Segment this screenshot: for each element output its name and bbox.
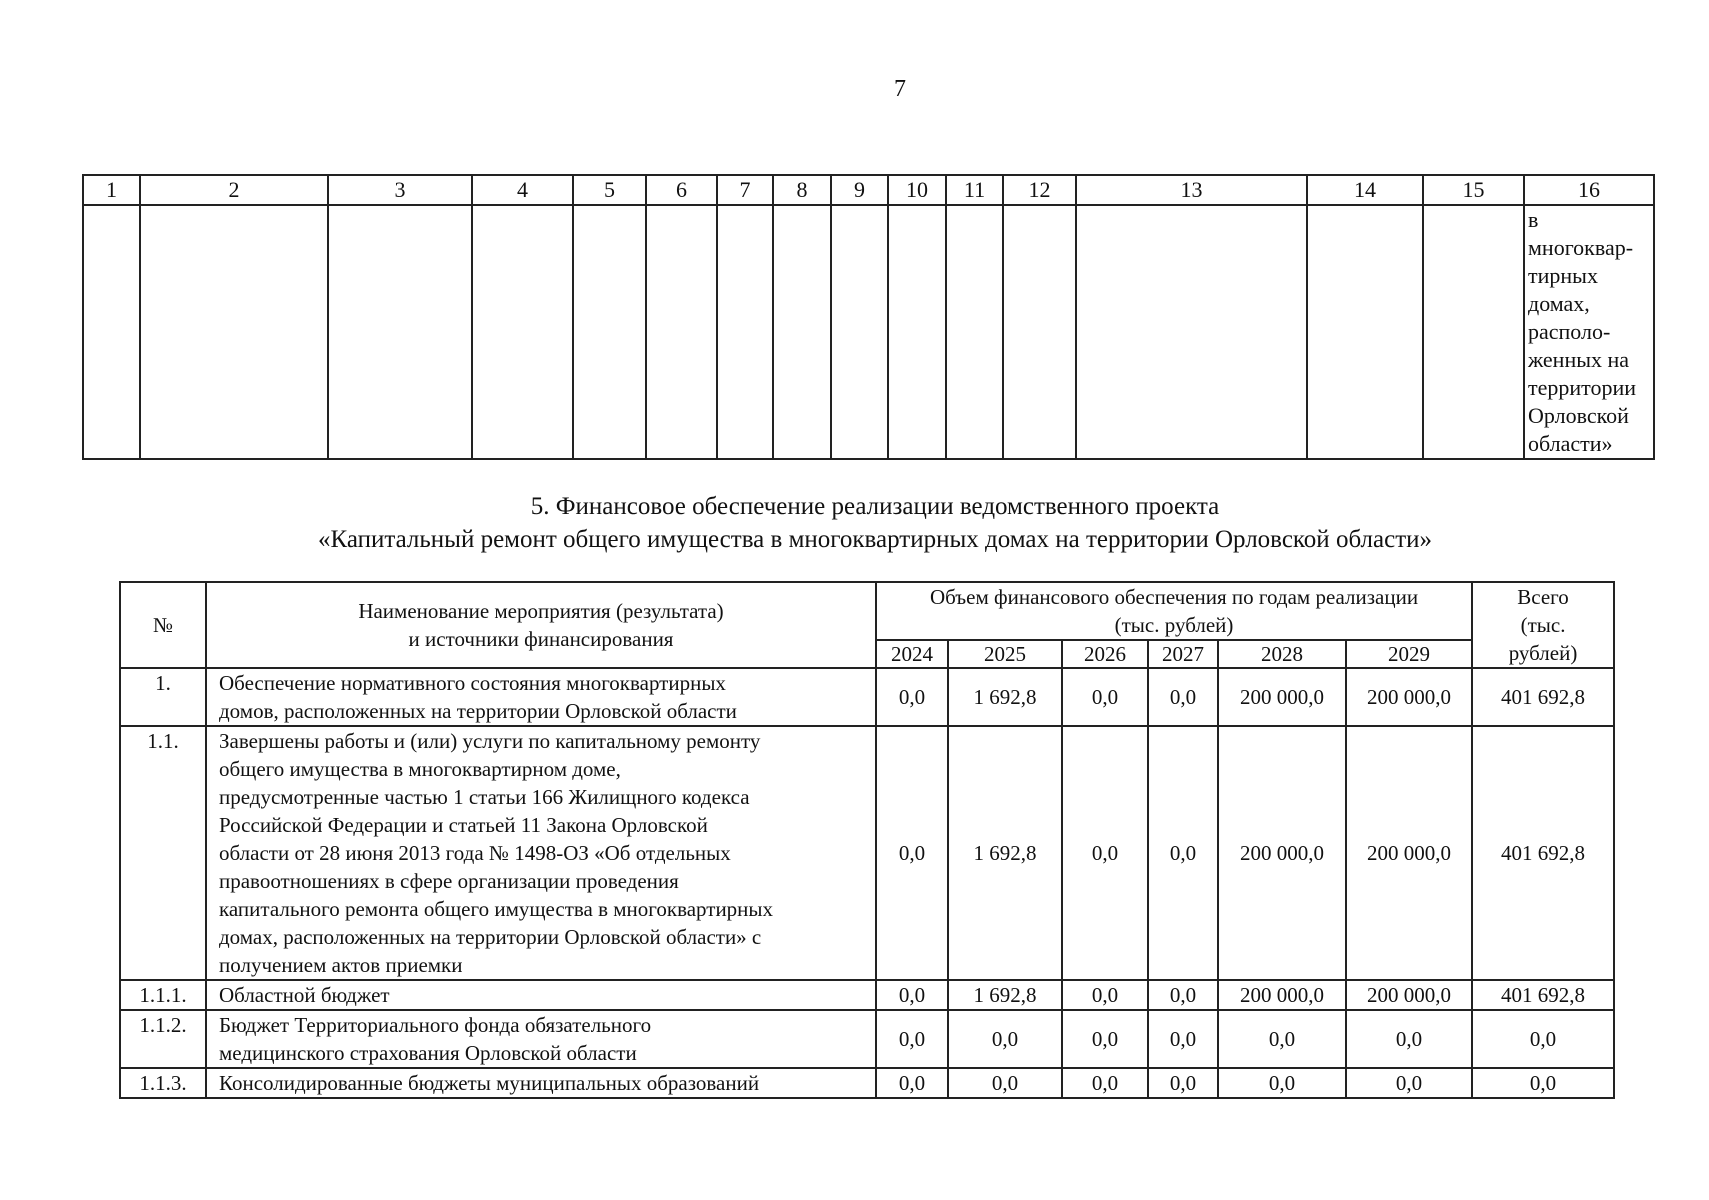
- value-cell: 0,0: [876, 1010, 948, 1068]
- empty-cell: [773, 205, 831, 459]
- header-name-line: и источники финансирования: [408, 627, 674, 651]
- empty-cell: [888, 205, 946, 459]
- header-name: [206, 582, 876, 668]
- row-name-line: медицинского страхования Орловской области: [219, 1041, 637, 1065]
- row-number: 1.1.1.: [120, 980, 206, 1010]
- value-cell: 200 000,0: [1218, 668, 1346, 726]
- total-cell: 0,0: [1472, 1068, 1614, 1098]
- value-cell: 0,0: [1062, 668, 1148, 726]
- text-line: располо-: [1528, 319, 1611, 344]
- row-name-line: Областной бюджет: [219, 983, 390, 1007]
- value-cell: 0,0: [1148, 1068, 1218, 1098]
- value-cell: 200 000,0: [1346, 980, 1472, 1010]
- row-name-line: правоотношениях в сфере организации проведения: [219, 869, 679, 893]
- total-cell: 401 692,8: [1472, 668, 1614, 726]
- text-line: территории: [1528, 375, 1637, 400]
- empty-cell: [1003, 205, 1076, 459]
- column-number: 5: [573, 175, 646, 205]
- value-cell: 0,0: [876, 1068, 948, 1098]
- header-number: №: [120, 582, 206, 668]
- value-cell: 0,0: [1062, 980, 1148, 1010]
- page-number: 7: [894, 76, 906, 102]
- value-cell: 0,0: [1062, 726, 1148, 980]
- value-cell: 0,0: [1346, 1068, 1472, 1098]
- row-name: [206, 668, 876, 726]
- year-header: 2028: [1218, 640, 1346, 668]
- year-header: 2025: [948, 640, 1062, 668]
- header-total-line: Всего: [1517, 585, 1569, 609]
- section-title: [0, 490, 1709, 556]
- column-number: 16: [1524, 175, 1654, 205]
- value-cell: 0,0: [1062, 1068, 1148, 1098]
- value-cell: 1 692,8: [948, 980, 1062, 1010]
- value-cell: 0,0: [948, 1010, 1062, 1068]
- row-name-line: предусмотренные частью 1 статьи 166 Жилищного кодекса: [219, 785, 750, 809]
- empty-cell: [472, 205, 573, 459]
- empty-cell: [1076, 205, 1307, 459]
- row-name: [206, 726, 876, 980]
- row-name-line: Российской Федерации и статьей 11 Закона Орловской: [219, 813, 708, 837]
- row-name-line: капитального ремонта общего имущества в многоквартирных: [219, 897, 774, 921]
- row-name-line: области от 28 июня 2013 года № 1498-ОЗ «Об отдельных: [219, 841, 731, 865]
- column-number: 1: [83, 175, 140, 205]
- value-cell: 0,0: [1218, 1010, 1346, 1068]
- year-header: 2024: [876, 640, 948, 668]
- text-line: Орловской: [1528, 403, 1629, 428]
- column-number: 11: [946, 175, 1003, 205]
- row-name-line: общего имущества в многоквартирном доме,: [219, 757, 621, 781]
- value-cell: 1 692,8: [948, 726, 1062, 980]
- header-volume-line: Объем финансового обеспечения по годам реализации: [929, 585, 1419, 609]
- empty-cell: [1307, 205, 1423, 459]
- column-number: 3: [328, 175, 472, 205]
- row-name-line: Консолидированные бюджеты муниципальных образований: [219, 1071, 760, 1095]
- text-line: тирных: [1528, 263, 1598, 288]
- column-number: 7: [717, 175, 773, 205]
- value-cell: 0,0: [1148, 1010, 1218, 1068]
- row-name-line: получением актов приемки: [219, 953, 463, 977]
- column-number: 14: [1307, 175, 1423, 205]
- row-name-line: домов, расположенных на территории Орловской области: [219, 699, 737, 723]
- header-volume: [876, 582, 1472, 640]
- empty-cell: [717, 205, 773, 459]
- value-cell: 0,0: [1148, 668, 1218, 726]
- year-header: 2027: [1148, 640, 1218, 668]
- row-name-line: Завершены работы и (или) услуги по капитальному ремонту: [219, 729, 761, 753]
- empty-cell: [1423, 205, 1524, 459]
- text-line: области»: [1528, 431, 1613, 456]
- total-cell: 0,0: [1472, 1010, 1614, 1068]
- row-number: 1.1.3.: [120, 1068, 206, 1098]
- total-cell: 401 692,8: [1472, 980, 1614, 1010]
- row-number: 1.: [120, 668, 206, 726]
- row-name-line: Обеспечение нормативного состояния многоквартирных: [219, 671, 726, 695]
- value-cell: 0,0: [876, 980, 948, 1010]
- value-cell: 0,0: [1148, 726, 1218, 980]
- total-cell: 401 692,8: [1472, 726, 1614, 980]
- row-name-line: Бюджет Территориального фонда обязательного: [219, 1013, 652, 1037]
- column-number: 9: [831, 175, 888, 205]
- header-total-line: рублей): [1508, 641, 1578, 665]
- value-cell: 0,0: [876, 726, 948, 980]
- column-number-row: [83, 175, 1654, 205]
- row-name: [206, 1010, 876, 1068]
- column-number: 13: [1076, 175, 1307, 205]
- table-row: [120, 1010, 1614, 1068]
- value-cell: 200 000,0: [1218, 726, 1346, 980]
- text-line: домах,: [1528, 291, 1590, 316]
- empty-cell: [140, 205, 328, 459]
- financing-table: [119, 581, 1615, 1099]
- table-row: [120, 980, 1614, 1010]
- text-line: многоквар-: [1528, 235, 1634, 260]
- year-header: 2029: [1346, 640, 1472, 668]
- value-cell: 0,0: [1062, 1010, 1148, 1068]
- table-row: [120, 1068, 1614, 1098]
- header-name-line: Наименование мероприятия (результата): [358, 599, 724, 623]
- text-line: женных на: [1528, 347, 1630, 372]
- continuation-row: [83, 205, 1654, 459]
- row-number: 1.1.: [120, 726, 206, 980]
- empty-cell: [646, 205, 717, 459]
- text-line: в: [1528, 207, 1539, 232]
- empty-cell: [831, 205, 888, 459]
- header-row: [120, 582, 1614, 640]
- value-cell: 0,0: [948, 1068, 1062, 1098]
- empty-cell: [83, 205, 140, 459]
- row-name: [206, 1068, 876, 1098]
- column-number: 6: [646, 175, 717, 205]
- header-total-line: (тыс.: [1520, 613, 1566, 637]
- column-number: 12: [1003, 175, 1076, 205]
- value-cell: 1 692,8: [948, 668, 1062, 726]
- table-row: [120, 726, 1614, 980]
- value-cell: 0,0: [876, 668, 948, 726]
- column-number: 15: [1423, 175, 1524, 205]
- row-number: 1.1.2.: [120, 1010, 206, 1068]
- value-cell: 200 000,0: [1346, 668, 1472, 726]
- year-header: 2026: [1062, 640, 1148, 668]
- header-total: [1472, 582, 1614, 668]
- value-cell: 0,0: [1148, 980, 1218, 1010]
- empty-cell: [328, 205, 472, 459]
- column-number: 2: [140, 175, 328, 205]
- value-cell: 0,0: [1346, 1010, 1472, 1068]
- section-title-line: «Капитальный ремонт общего имущества в многоквартирных домах на территории Орловской области»: [317, 526, 1433, 553]
- continuation-table: [82, 174, 1655, 460]
- value-cell: 200 000,0: [1218, 980, 1346, 1010]
- value-cell: 0,0: [1218, 1068, 1346, 1098]
- column-number: 4: [472, 175, 573, 205]
- value-cell: 200 000,0: [1346, 726, 1472, 980]
- section-title-line: 5. Финансовое обеспечение реализации ведомственного проекта: [530, 493, 1220, 520]
- row-name-line: домах, расположенных на территории Орловской области» с: [219, 925, 762, 949]
- header-volume-line: (тыс. рублей): [1114, 613, 1234, 637]
- column-number: 10: [888, 175, 946, 205]
- empty-cell: [573, 205, 646, 459]
- row-name: [206, 980, 876, 1010]
- table-row: [120, 668, 1614, 726]
- column-16-text: [1524, 205, 1654, 459]
- empty-cell: [946, 205, 1003, 459]
- column-number: 8: [773, 175, 831, 205]
